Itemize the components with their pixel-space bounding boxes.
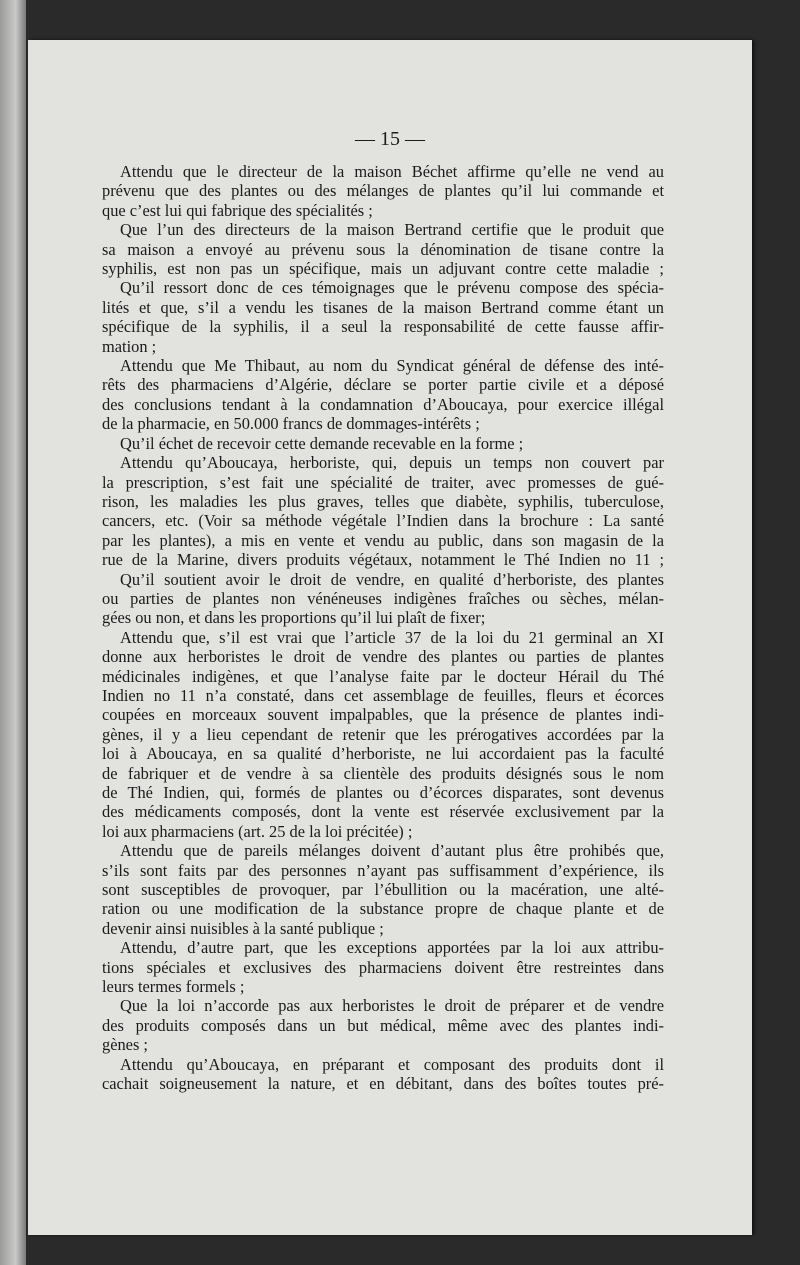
text-line: de la pharmacie, en 50.000 francs de dommages-intérêts ; <box>102 414 480 434</box>
text-line: tions spéciales et exclusives des pharmaciens doivent être restreintes dans <box>102 957 664 977</box>
text-line: mation ; <box>102 336 157 356</box>
text-line: devenir ainsi nuisibles à la santé publique ; <box>102 918 384 938</box>
text-line: ou parties de plantes non vénéneuses indigènes fraîches ou sèches, mélan- <box>102 588 664 608</box>
text-line: s’ils sont faits par des personnes n’ayant pas suffisamment d’expérience, ils <box>102 860 664 880</box>
text-line: loi à Aboucaya, en sa qualité d’herboriste, ne lui accordaient pas la faculté <box>102 744 664 764</box>
text-line: de Thé Indien, qui, formés de plantes ou d’écorces disparates, sont devenus <box>102 783 664 802</box>
text-line: gènes, il y a lieu cependant de retenir que les prérogatives accordées par la <box>102 724 664 744</box>
text-line: Attendu que, s’il est vrai que l’article 37 de la loi du 21 germinal an XI <box>120 627 664 647</box>
text-line: cachait soigneusement la nature, et en débitant, dans des boîtes toutes pré- <box>102 1074 664 1094</box>
text-line: que c’est lui qui fabrique des spécialités ; <box>102 200 373 220</box>
text-line: Attendu que de pareils mélanges doivent d’autant plus être prohibés que, <box>120 841 664 861</box>
text-line: médicinales indigènes, et que l’analyse faite par le docteur Hérail du Thé <box>102 666 664 686</box>
text-line: sa maison a envoyé au prévenu sous la dénomination de tisane contre la <box>102 239 664 259</box>
text-line: de fabriquer et de vendre à sa clientèle des produits désignés sous le nom <box>102 763 664 783</box>
text-line: cancers, etc. (Voir sa méthode végétale l’Indien dans la brochure : La santé <box>102 511 664 531</box>
text-line: donne aux herboristes le droit de vendre des plantes ou parties de plantes <box>102 647 664 667</box>
text-line: Attendu qu’Aboucaya, herboriste, qui, depuis un temps non couvert par <box>120 453 664 473</box>
page-number: — 15 — <box>355 128 425 150</box>
text-line: leurs termes formels ; <box>102 977 245 997</box>
text-line: gènes ; <box>102 1035 148 1055</box>
text-line: des conclusions tendant à la condamnation d’Aboucaya, pour exercice illégal <box>102 394 664 414</box>
text-line: syphilis, est non pas un spécifique, mais un adjuvant contre cette maladie ; <box>102 259 664 279</box>
text-line: gées ou non, et dans les proportions qu’il lui plaît de fixer; <box>102 608 486 628</box>
body-text <box>102 162 664 1094</box>
text-line: Qu’il soutient avoir le droit de vendre, en qualité d’herboriste, des plantes <box>120 569 664 589</box>
text-line: des produits composés dans un but médical, même avec des plantes indi- <box>102 1015 664 1035</box>
text-line: spécifique de la syphilis, il a seul la responsabilité de cette fausse affir- <box>102 317 664 337</box>
text-line: ration ou une modification de la substance propre de chaque plante et de <box>102 899 664 919</box>
text-line: par les plantes), a mis en vente et vendu au public, dans son magasin de la <box>102 530 664 550</box>
text-line: Indien no 11 n’a constaté, dans cet assemblage de feuilles, fleurs et écorces <box>102 685 664 705</box>
text-line: Attendu, d’autre part, que les exceptions apportées par la loi aux attribu- <box>120 938 664 958</box>
text-line: Que la loi n’accorde pas aux herboristes le droit de préparer et de vendre <box>120 996 664 1016</box>
text-line: rue de la Marine, divers produits végétaux, notamment le Thé Indien no 11 ; <box>102 550 664 570</box>
text-line: rêts des pharmaciens d’Algérie, déclare se porter partie civile et a déposé <box>102 375 664 395</box>
text-line: prévenu que des plantes ou des mélanges de plantes qu’il lui commande et <box>102 181 664 201</box>
text-line: loi aux pharmaciens (art. 25 de la loi précitée) ; <box>102 821 413 841</box>
text-line: Qu’il échet de recevoir cette demande recevable en la forme ; <box>120 433 524 453</box>
text-line: Attendu que le directeur de la maison Béchet affirme qu’elle ne vend au <box>120 162 664 181</box>
text-line: Attendu qu’Aboucaya, en préparant et composant des produits dont il <box>120 1054 664 1074</box>
text-line: la prescription, s’est fait une spécialité de traiter, avec promesses de gué- <box>102 472 664 492</box>
text-line: lités et que, s’il a vendu les tisanes de la maison Bertrand comme étant un <box>102 297 664 317</box>
text-line: des médicaments composés, dont la vente est réservée exclusivement par la <box>102 802 664 822</box>
text-line: Attendu que Me Thibaut, au nom du Syndicat général de défense des inté- <box>120 356 664 376</box>
text-line: Qu’il ressort donc de ces témoignages que le prévenu compose des spécia- <box>120 278 664 298</box>
text-line: sont susceptibles de provoquer, par l’ébullition ou la macération, une alté- <box>102 880 664 900</box>
adjacent-page-edge <box>0 0 26 1265</box>
text-line: rison, les maladies les plus graves, telles que diabète, syphilis, tuberculose, <box>102 491 664 511</box>
document-page <box>28 40 752 1235</box>
text-line: Que l’un des directeurs de la maison Bertrand certifie que le produit que <box>120 220 664 240</box>
text-line: coupées en morceaux souvent impalpables, que la présence de plantes indi- <box>102 705 664 725</box>
